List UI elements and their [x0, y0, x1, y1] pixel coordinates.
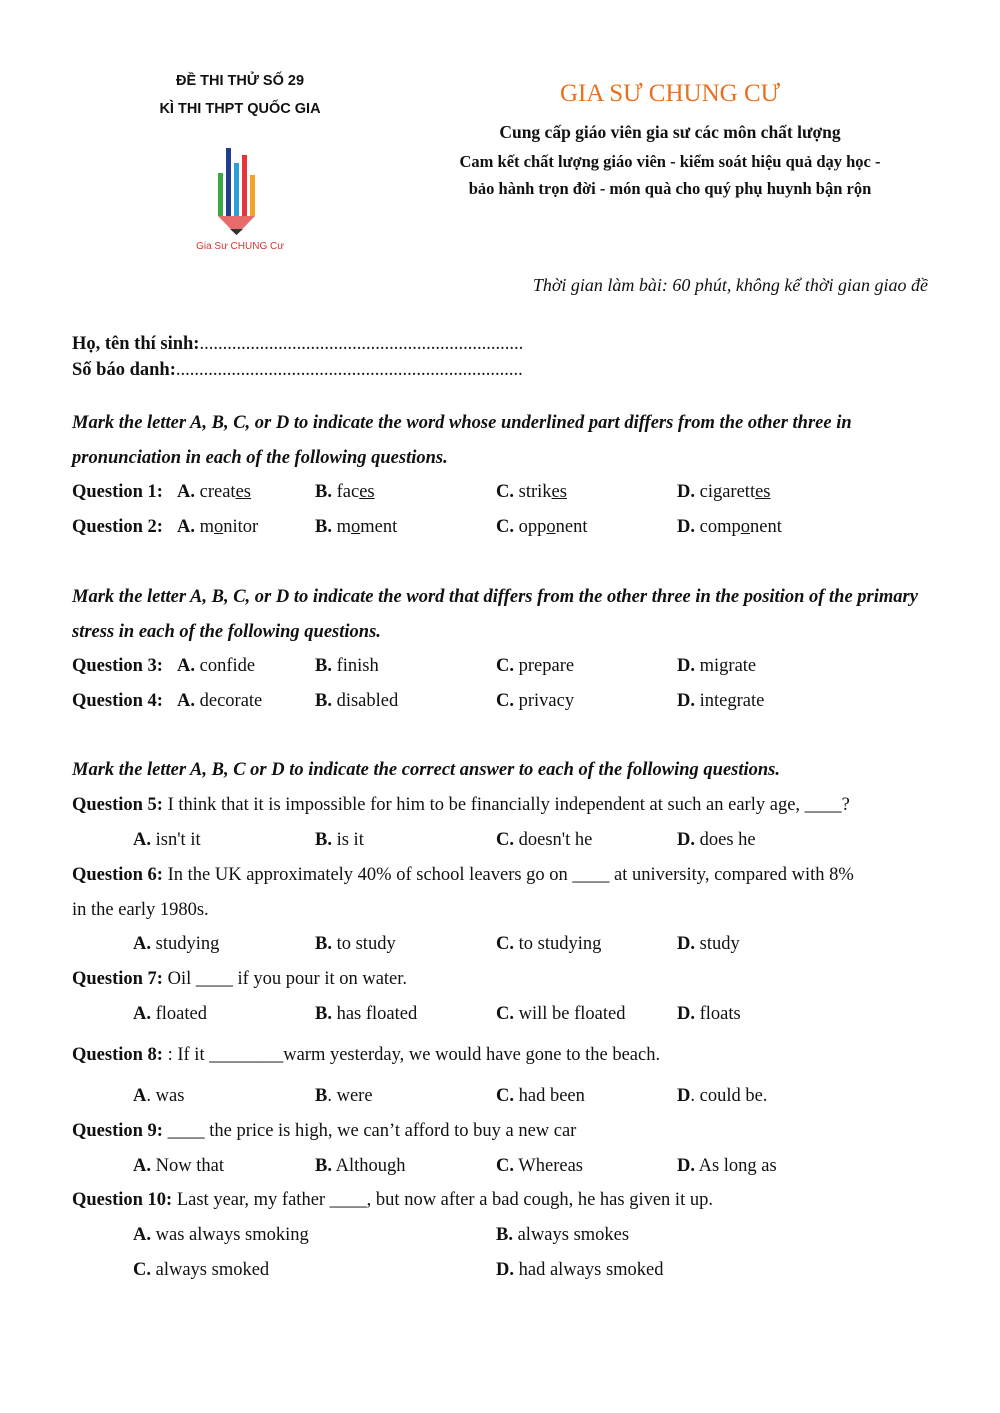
option-c: C. will be floated — [496, 1004, 626, 1024]
option-b: B. disabled — [315, 691, 399, 711]
question-7-stem: Question 7: Oil ____ if you pour it on water. — [72, 969, 408, 989]
question-label: Question 3: — [72, 656, 163, 676]
option-a: A. confide — [177, 656, 256, 676]
option-b: B. moment — [315, 517, 398, 537]
option-b: B. is it — [315, 830, 364, 850]
option-a: A. was — [133, 1086, 185, 1106]
option-a: A. was always smoking — [133, 1225, 309, 1245]
candidate-name-dots: ...................................................................... — [199, 334, 524, 354]
question-label: Question 2: — [72, 517, 163, 537]
candidate-id-dots: ........................................................................... — [175, 360, 523, 380]
brand-line-2: bảo hành trọn đời - món quà cho quý phụ huynh bận rộn — [468, 179, 872, 198]
option-b: B. were — [315, 1086, 373, 1106]
option-a: A. monitor — [177, 517, 259, 537]
section2-instruction: Mark the letter A, B, C, or D to indicate the word that differs from the other three in the position of the primary stress in each of the following questions. — [72, 587, 918, 642]
question-8-stem: Question 8: : If it ________warm yesterday, we would have gone to the beach. — [72, 1045, 661, 1065]
exam-title: ĐỀ THI THỬ SỐ 29 — [175, 73, 305, 89]
brand-tagline: Cung cấp giáo viên gia sư các môn chất lượng — [499, 122, 841, 142]
option-c: C. had been — [496, 1086, 585, 1106]
candidate-name-line — [72, 334, 523, 355]
question-6-stem-cont: in the early 1980s. — [72, 900, 209, 920]
option-a: A. isn't it — [133, 830, 201, 850]
question-5-options — [72, 830, 932, 856]
question-10-options-row1 — [72, 1225, 932, 1251]
question-9-options — [72, 1156, 932, 1182]
question-4 — [72, 691, 932, 717]
question-1 — [72, 482, 932, 508]
section1-instruction: Mark the letter A, B, C, or D to indicate the word whose underlined part differs from the other three in pronunciation in each of the following questions. — [72, 413, 852, 468]
option-d: D. does he — [677, 830, 756, 850]
option-c: C. Whereas — [496, 1156, 584, 1176]
option-d: D. floats — [677, 1004, 741, 1024]
option-a: A. decorate — [177, 691, 263, 711]
option-b: B. has floated — [315, 1004, 418, 1024]
option-a: A. Now that — [133, 1156, 224, 1176]
option-b: B. to study — [315, 934, 396, 954]
option-a: A. studying — [133, 934, 220, 954]
question-label: Question 4: — [72, 691, 163, 711]
candidate-name-label: Họ, tên thí sinh: — [72, 334, 200, 354]
option-c: C. doesn't he — [496, 830, 593, 850]
option-c: C. opponent — [496, 517, 588, 537]
question-5-stem: Question 5: I think that it is impossible for him to be financially independent at such an early age, ____? — [72, 795, 850, 815]
question-8-options — [72, 1086, 932, 1112]
option-d: D. As long as — [677, 1156, 777, 1176]
option-c: C. prepare — [496, 656, 575, 676]
pencil-logo-icon — [190, 145, 290, 255]
option-c: C. to studying — [496, 934, 602, 954]
option-d: D. study — [677, 934, 740, 954]
option-d: D. could be. — [677, 1086, 768, 1106]
question-7-options — [72, 1004, 932, 1030]
logo-caption: Gia Sư CHUNG Cư — [196, 241, 284, 252]
option-b: B. finish — [315, 656, 379, 676]
option-a: A. floated — [133, 1004, 207, 1024]
option-b: B. Although — [315, 1156, 406, 1176]
option-c: C. strikes — [496, 482, 567, 502]
option-a: A. creates — [177, 482, 251, 502]
option-b: B. faces — [315, 482, 375, 502]
brand-line-1: Cam kết chất lượng giáo viên - kiểm soát hiệu quả dạy học - — [459, 152, 881, 171]
question-9-stem: Question 9: ____ the price is high, we can’t afford to buy a new car — [72, 1121, 577, 1141]
option-d: D. cigarettes — [677, 482, 771, 502]
option-d: D. integrate — [677, 691, 765, 711]
section3-instruction: Mark the letter A, B, C or D to indicate the correct answer to each of the following questions. — [72, 760, 780, 780]
option-c: C. privacy — [496, 691, 575, 711]
option-c: C. always smoked — [133, 1260, 270, 1280]
brand-logo — [190, 145, 290, 255]
candidate-id-label: Số báo danh: — [72, 360, 176, 380]
question-2 — [72, 517, 932, 543]
option-d: D. migrate — [677, 656, 757, 676]
option-d: D. component — [677, 517, 782, 537]
option-b: B. always smokes — [496, 1225, 630, 1245]
brand-name: GIA SƯ CHUNG CƯ — [559, 80, 781, 107]
exam-subtitle: KÌ THI THPT QUỐC GIA — [159, 101, 321, 117]
time-note: Thời gian làm bài: 60 phút, không kể thời gian giao đề — [532, 275, 928, 295]
question-3 — [72, 656, 932, 682]
question-6-options — [72, 934, 932, 960]
question-6-stem: Question 6: In the UK approximately 40% of school leavers go on ____ at university, compared with 8% — [72, 865, 854, 885]
question-label: Question 1: — [72, 482, 163, 502]
option-d: D. had always smoked — [496, 1260, 664, 1280]
question-10-options-row2 — [72, 1260, 932, 1286]
candidate-id-line — [72, 360, 523, 381]
question-10-stem: Question 10: Last year, my father ____, but now after a bad cough, he has given it up. — [72, 1190, 713, 1210]
